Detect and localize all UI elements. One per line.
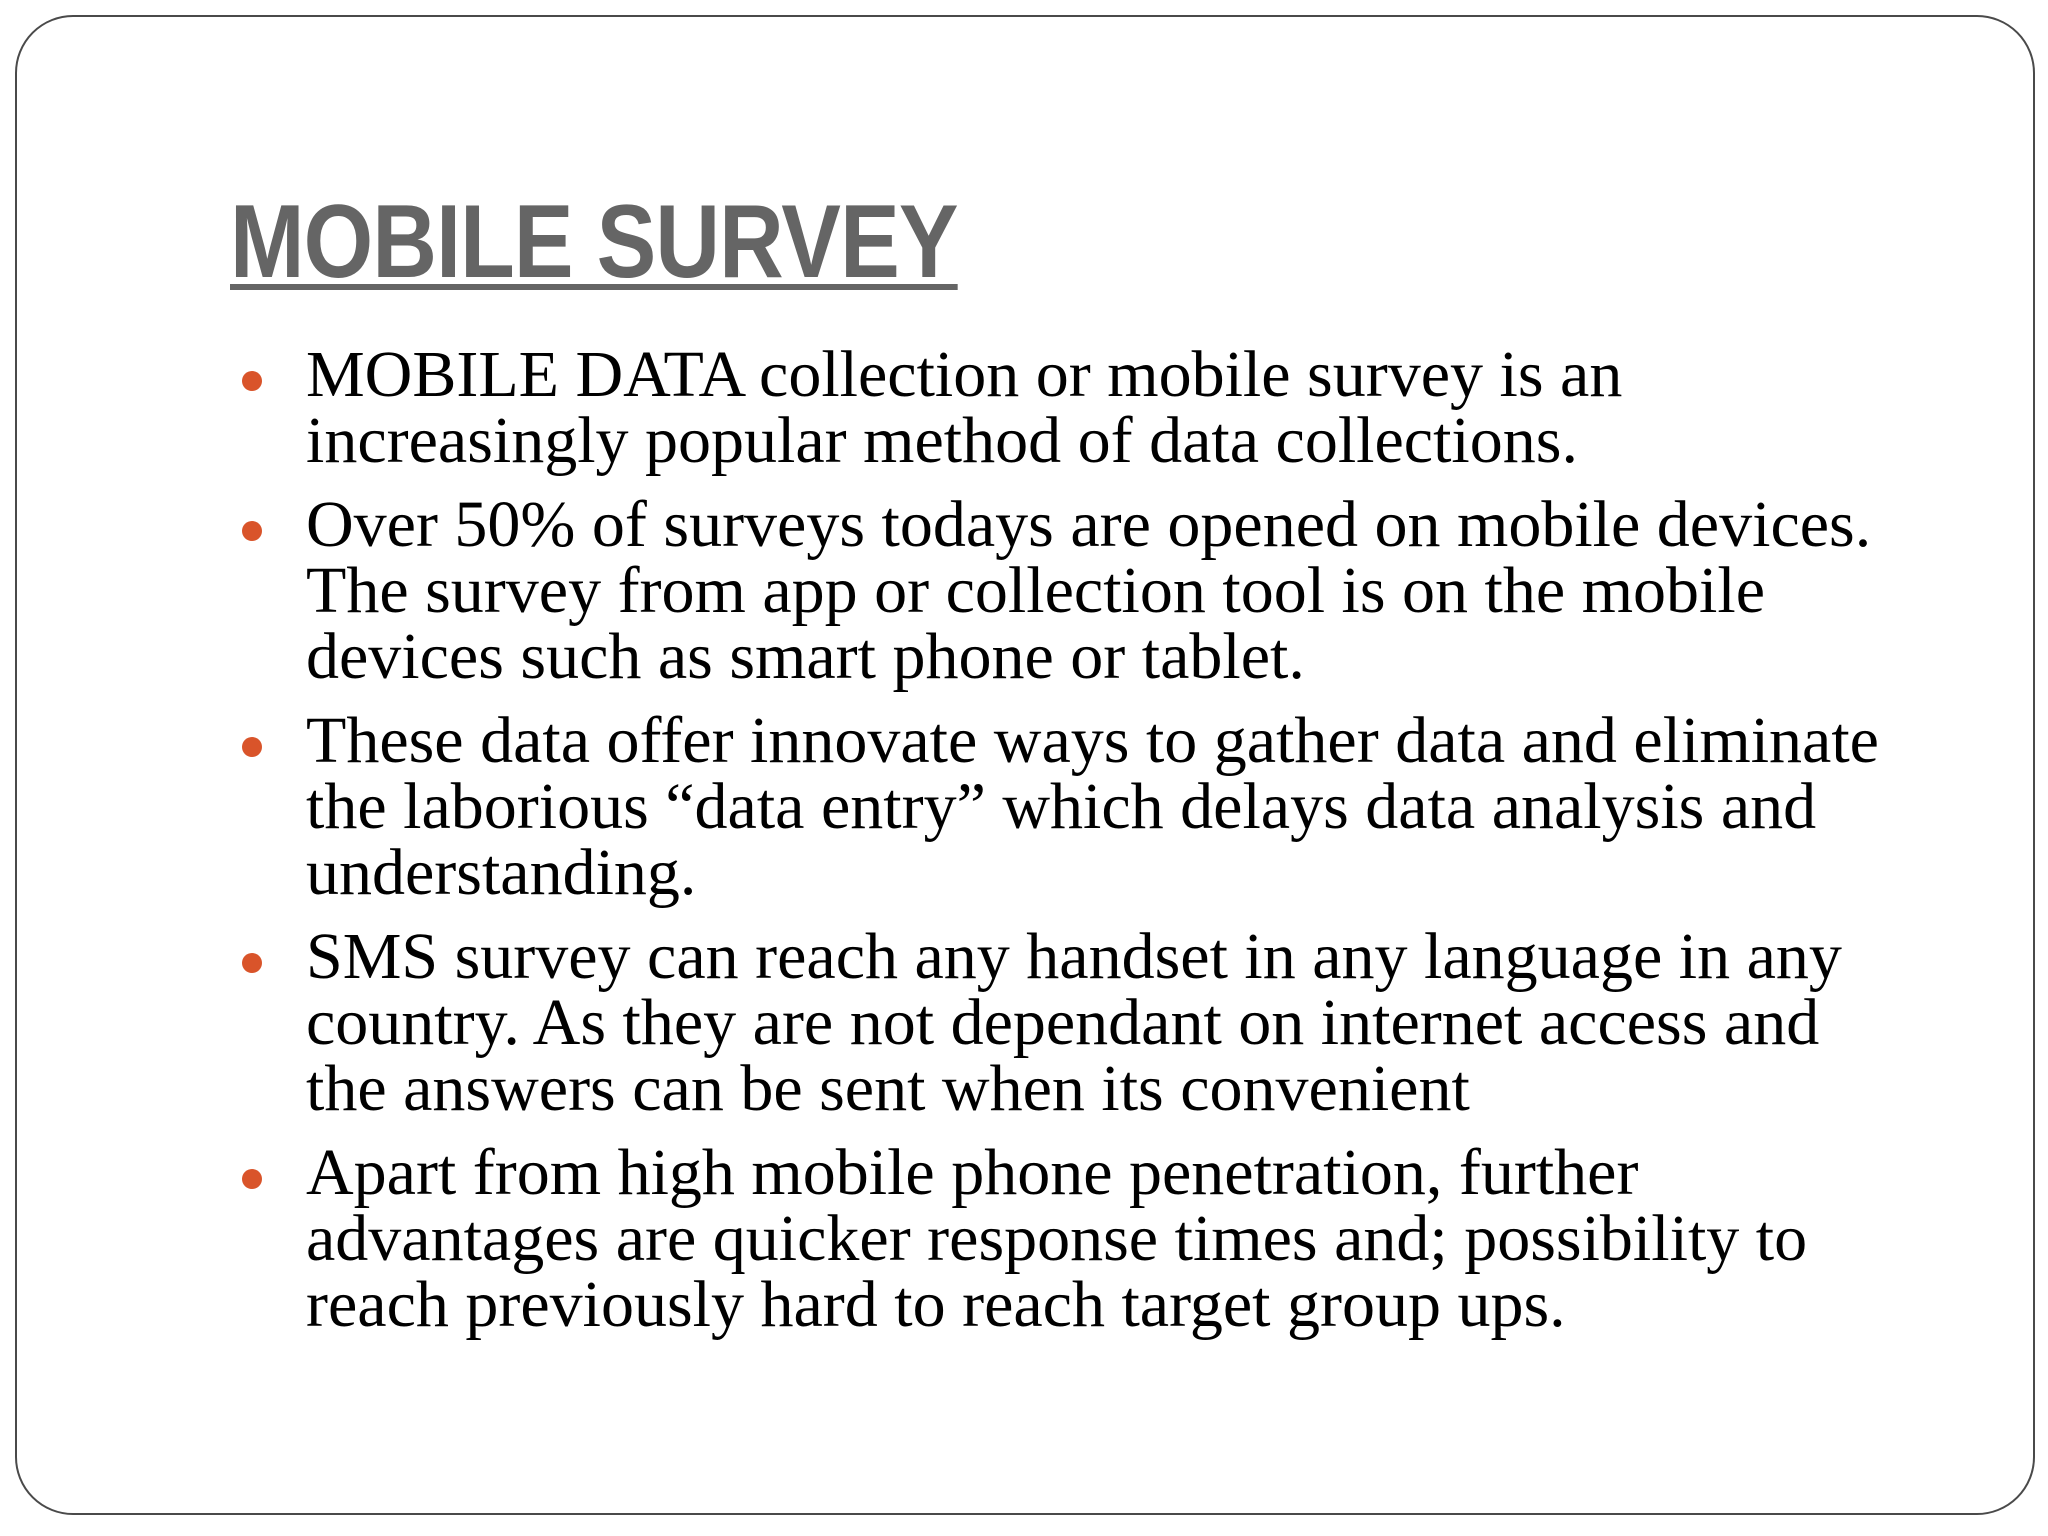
orange-dot-icon [242, 1169, 262, 1189]
bullet-line: increasingly popular method of data collections. [306, 404, 1578, 477]
bullet-item [230, 338, 1990, 477]
bullet-line: advantages are quicker response times and; possibility to [306, 1202, 1808, 1275]
bullet-line: Apart from high mobile phone penetration, further [306, 1136, 1639, 1209]
orange-dot-icon [242, 737, 262, 757]
orange-dot-icon [242, 953, 262, 973]
orange-dot-icon [242, 371, 262, 391]
bullet-line: Over 50% of surveys todays are opened on mobile devices. [306, 488, 1872, 561]
bullet-item [230, 488, 1990, 693]
bullet-line: SMS survey can reach any handset in any language in any [306, 920, 1842, 993]
bullet-item [230, 920, 1990, 1125]
slide [15, 15, 2035, 1515]
bullet-line: MOBILE DATA collection or mobile survey is an [306, 338, 1623, 411]
bullet-item [230, 704, 1990, 909]
bullet-line: the answers can be sent when its convenient [306, 1052, 1470, 1125]
bullet-line: understanding. [306, 836, 697, 909]
orange-dot-icon [242, 521, 262, 541]
bullet-line: reach previously hard to reach target group ups. [306, 1268, 1566, 1341]
bullet-line: the laborious “data entry” which delays data analysis and [306, 770, 1817, 843]
slide-title: MOBILE SURVEY [230, 184, 958, 300]
bullet-line: devices such as smart phone or tablet. [306, 620, 1305, 693]
bullet-line: The survey from app or collection tool is on the mobile [306, 554, 1765, 627]
bullet-item [230, 1136, 1990, 1341]
bullet-list [230, 338, 1990, 1356]
bullet-line: These data offer innovate ways to gather data and eliminate [306, 704, 1879, 777]
bullet-line: country. As they are not dependant on internet access and [306, 986, 1820, 1059]
